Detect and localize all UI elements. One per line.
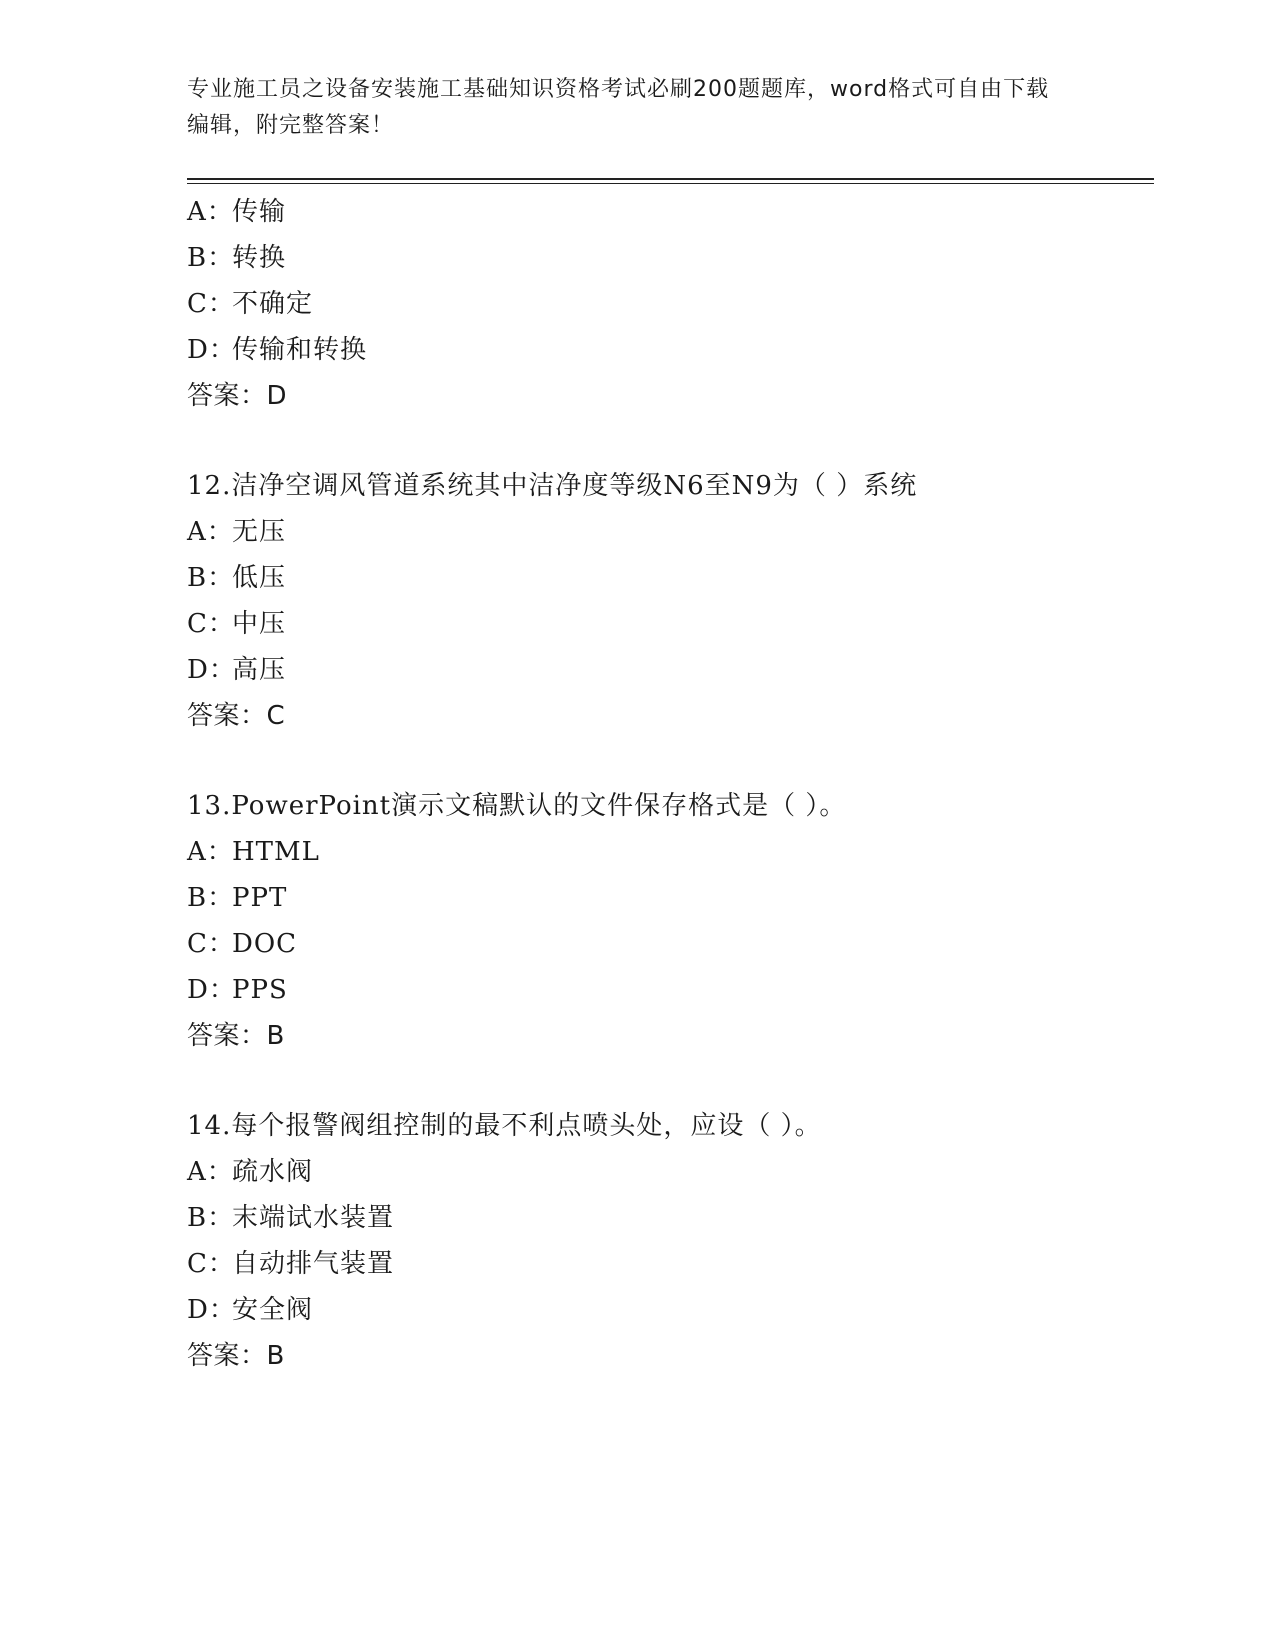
option-a: A：传输 (187, 197, 287, 227)
option-a: A：HTML (187, 837, 320, 867)
option-c: C：中压 (187, 609, 287, 639)
option-d: D：PPS (187, 975, 288, 1005)
option-c: C：不确定 (187, 289, 314, 319)
option-d: D：传输和转换 (187, 335, 368, 365)
question-list (187, 189, 1147, 1379)
question-block-12 (187, 463, 1147, 739)
question-stem: 14.每个报警阀组控制的最不利点喷头处，应设（ ）。 (187, 1111, 822, 1141)
option-c: C：自动排气装置 (187, 1249, 395, 1279)
option-b: B：末端试水装置 (187, 1203, 395, 1233)
option-b: B：PPT (187, 883, 288, 913)
option-c: C：DOC (187, 929, 298, 959)
header-divider-thick (187, 178, 1154, 180)
question-stem: 12.洁净空调风管道系统其中洁净度等级N6至N9为（ ）系统 (187, 471, 918, 501)
option-b: B：低压 (187, 563, 287, 593)
question-block-14 (187, 1103, 1147, 1379)
answer-line: 答案：B (187, 1021, 285, 1051)
option-d: D：高压 (187, 655, 287, 685)
answer-line: 答案：C (187, 701, 286, 731)
answer-line: 答案：D (187, 381, 288, 411)
answer-line: 答案：B (187, 1341, 285, 1371)
document-header: 专业施工员之设备安装施工基础知识资格考试必刷200题题库，word格式可自由下载编辑，附完整答案！ (187, 77, 1050, 138)
option-a: A：无压 (187, 517, 287, 547)
header-divider-thin (187, 183, 1154, 184)
question-block-continued (187, 189, 1147, 419)
question-block-13 (187, 783, 1147, 1059)
question-stem: 13.PowerPoint演示文稿默认的文件保存格式是（ ）。 (187, 791, 847, 821)
option-d: D：安全阀 (187, 1295, 314, 1325)
option-b: B：转换 (187, 243, 287, 273)
option-a: A：疏水阀 (187, 1157, 314, 1187)
